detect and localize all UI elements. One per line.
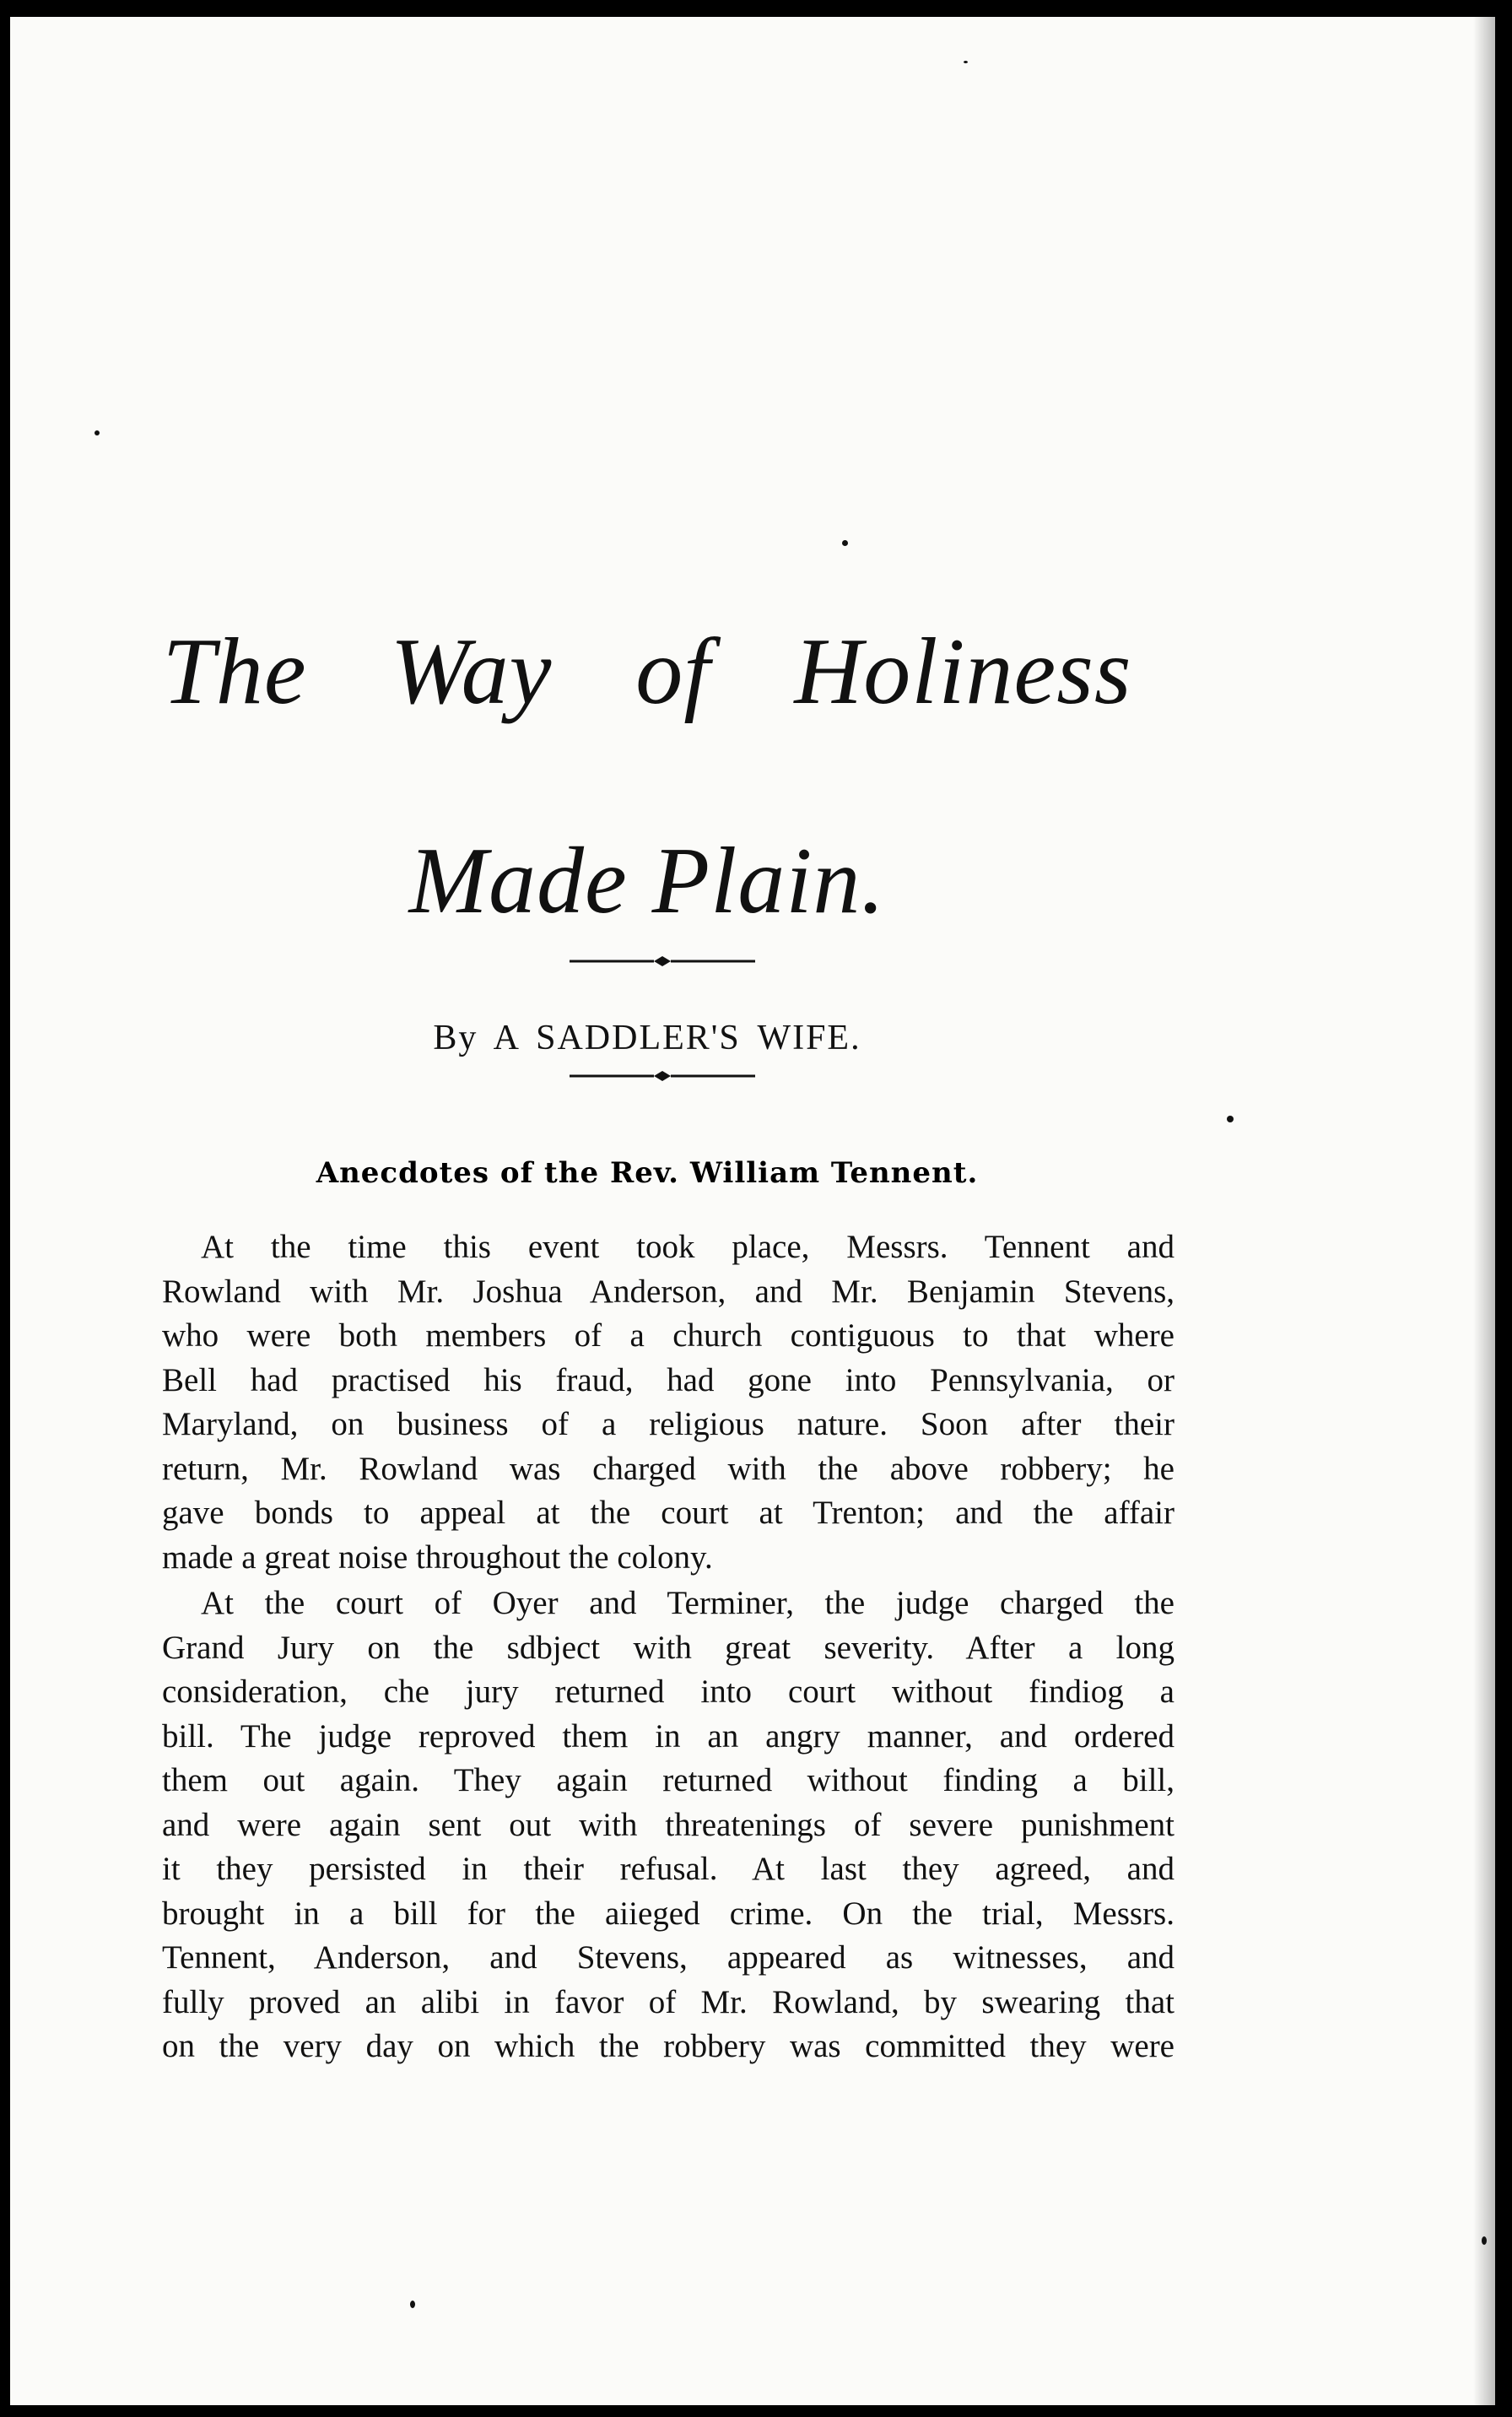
- text-line: bill. The judge reproved them in an angry manner, and ordered: [162, 1717, 1174, 1755]
- page-edge-shadow: [1473, 17, 1495, 2405]
- print-speck: [410, 2301, 415, 2308]
- text-line: on the very day on which the robbery was committed they were: [162, 2028, 1174, 2064]
- ornament-divider-icon: [570, 1070, 755, 1082]
- text-line: Maryland, on business of a religious nature. Soon after their: [162, 1406, 1174, 1442]
- ornament-divider-icon: [570, 955, 755, 967]
- text-line: fully proved an alibi in favor of Mr. Rowland, by swearing that: [162, 1983, 1174, 2020]
- text-line: and were again sent out with threatenings of severe punishment: [162, 1806, 1174, 1843]
- text-line: gave bonds to appeal at the court at Trenton; and the affair: [162, 1495, 1174, 1531]
- byline: By A SADDLER'S WIFE.: [433, 1019, 861, 1057]
- text-line: Bell had practised his fraud, had gone into Pennsylvania, or: [162, 1361, 1174, 1398]
- document-title-line-1: The Way of Holiness: [162, 619, 1132, 724]
- body-text: [162, 1225, 1174, 2071]
- paragraph-1: [162, 1225, 1174, 1580]
- print-speck: [1227, 1116, 1234, 1122]
- text-line: them out again. They again returned without finding a bill,: [162, 1762, 1174, 1798]
- text-line: brought in a bill for the aiieged crime. On the trial, Messrs.: [162, 1895, 1174, 1932]
- document-title-line-2: Made Plain.: [408, 829, 886, 933]
- text-line: Rowland with Mr. Joshua Anderson, and Mr. Benjamin Stevens,: [162, 1273, 1174, 1310]
- document-page: [10, 17, 1495, 2405]
- text-line: return, Mr. Rowland was charged with the above robbery; he: [162, 1450, 1174, 1487]
- text-line: consideration, che jury returned into court without findiog a: [162, 1674, 1174, 1710]
- text-line: made a great noise throughout the colony.: [162, 1538, 713, 1576]
- ornamental-rule-top: [570, 955, 755, 967]
- text-line: it they persisted in their refusal. At last they agreed, and: [162, 1851, 1174, 1887]
- print-speck: [964, 61, 968, 63]
- text-line: Tennent, Anderson, and Stevens, appeared as witnesses, and: [162, 1939, 1174, 1976]
- print-speck: [842, 540, 848, 546]
- print-speck: [1482, 2236, 1487, 2245]
- ornamental-rule-bottom: [570, 1070, 755, 1082]
- text-line: Grand Jury on the sdbject with great severity. After a long: [162, 1629, 1174, 1666]
- text-line: who were both members of a church contiguous to that where: [162, 1317, 1174, 1354]
- text-line: At the time this event took place, Messrs. Tennent and: [201, 1229, 1174, 1265]
- text-line: At the court of Oyer and Terminer, the judge charged the: [201, 1585, 1174, 1621]
- paragraph-2: [162, 1582, 1174, 2069]
- section-heading: Anecdotes of the Rev. William Tennent.: [316, 1156, 979, 1190]
- print-speck: [94, 430, 100, 435]
